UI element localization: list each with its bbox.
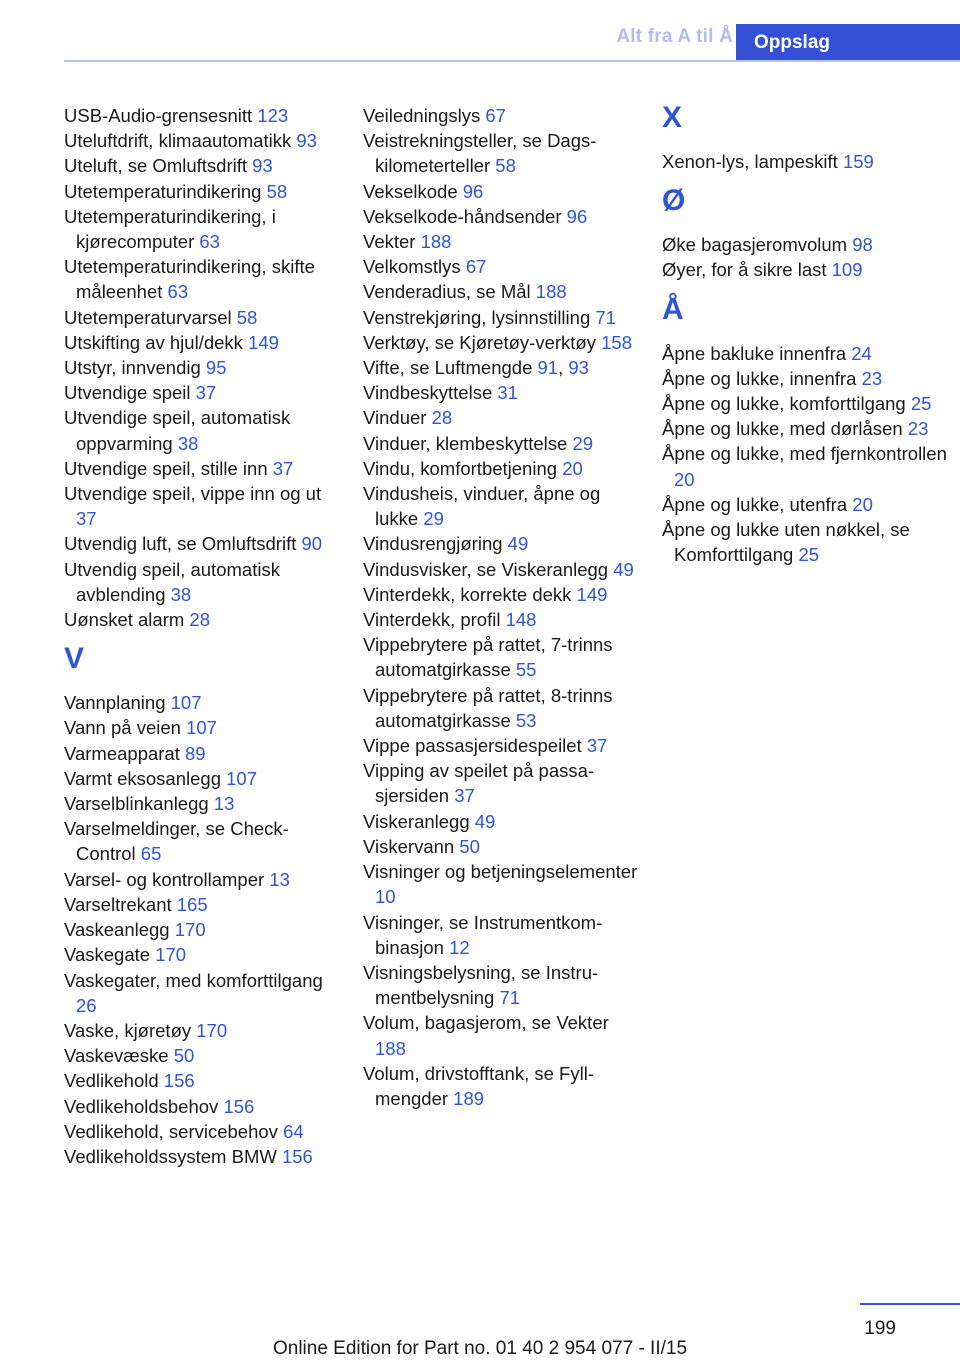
index-letter-heading: V — [64, 642, 85, 676]
index-term: Åpne og lukke uten nøkkel, se Komforttilgang — [662, 519, 910, 566]
index-entry — [363, 229, 643, 254]
index-term: Vinterdekk, korrekte dekk — [363, 583, 572, 605]
index-term: Visninger og betjeningselementer — [363, 861, 638, 883]
index-term: Vaskegater, med komforttilgang — [64, 969, 323, 991]
page-reference-link[interactable]: 107 — [186, 717, 217, 739]
index-entry — [363, 859, 643, 909]
page-reference-link[interactable]: 156 — [223, 1095, 255, 1117]
index-term: Venderadius, se Mål — [363, 281, 531, 303]
index-term: Øyer, for å sikre last — [662, 259, 827, 281]
page-reference-link[interactable]: 96 — [462, 180, 484, 202]
index-entry — [64, 942, 339, 967]
page-reference-link[interactable]: 49 — [474, 810, 496, 832]
index-term: Vedlikehold, servicebehov — [64, 1120, 278, 1142]
index-entry — [363, 632, 643, 682]
index-term: Visninger, se Instrumentkombinasjon — [363, 911, 603, 958]
index-entry — [64, 1018, 339, 1043]
page-reference-link[interactable]: 20 — [674, 468, 695, 490]
index-term: Vinterdekk, profil — [363, 609, 501, 631]
index-entry — [363, 834, 643, 859]
index-entry — [363, 910, 643, 960]
index-term: Utetemperaturvarsel — [64, 306, 232, 328]
index-term: Varmeapparat — [64, 742, 180, 764]
page-reference-link[interactable]: 159 — [842, 151, 874, 172]
index-letter-heading: X — [662, 101, 683, 134]
index-entry — [363, 456, 643, 481]
index-term: Vippe passasjersidespeilet — [363, 735, 582, 757]
index-term: Varseltrekant — [64, 893, 172, 915]
index-entry — [64, 892, 339, 917]
index-entry — [363, 683, 643, 733]
page-reference-link[interactable]: 71 — [499, 987, 521, 1009]
page-reference-link[interactable]: 50 — [459, 835, 480, 857]
index-term: Viskervann — [363, 835, 455, 857]
index-term: Veiledningslys — [363, 105, 481, 126]
page-reference-link[interactable]: 24 — [851, 342, 872, 364]
edition-note: Online Edition for Part no. 01 40 2 954 077 - II/15 — [272, 1338, 688, 1359]
index-term: Utskifting av hjul/dekk — [64, 331, 243, 353]
index-entry — [64, 607, 339, 632]
index-entry — [64, 867, 339, 892]
index-term: Vindusvisker, se Viskeranlegg — [363, 558, 609, 580]
index-entry — [64, 128, 339, 153]
page-reference-link[interactable]: 170 — [174, 919, 206, 941]
index-term: Xenon-lys, lampeskift — [662, 151, 838, 172]
header-divider — [64, 60, 960, 62]
index-entry — [64, 741, 339, 766]
index-entry: Vifte, se Luftmengde 91, 93 — [363, 357, 589, 379]
index-entry — [64, 254, 339, 304]
index-term: Veistrekningsteller, se Dagskilometerteller — [363, 130, 597, 177]
index-entry — [662, 441, 952, 491]
index-entry — [363, 733, 643, 758]
index-term: Åpne og lukke, innenfra — [662, 367, 857, 389]
index-term: Vedlikeholdsbehov — [64, 1095, 219, 1117]
page-reference-link[interactable]: 55 — [515, 659, 537, 681]
index-entry — [363, 279, 643, 304]
page-reference-link[interactable]: 93 — [252, 155, 273, 177]
index-entry — [64, 481, 339, 531]
page-reference-link[interactable]: 170 — [155, 944, 187, 966]
index-entry — [64, 103, 339, 128]
index-term: Åpne og lukke, med fjernkontrollen — [662, 443, 947, 465]
index-entry — [363, 531, 643, 556]
index-term: Uønsket alarm — [64, 609, 185, 631]
index-entry — [363, 431, 643, 456]
index-term: Velkomstlys — [363, 256, 461, 278]
page-reference-link[interactable]: 29 — [423, 508, 444, 530]
page-reference-link[interactable]: 90 — [301, 533, 323, 555]
page-reference-link[interactable]: 31 — [497, 382, 518, 404]
index-term: Vindusheis, vinduer, åpne og lukke — [363, 483, 601, 530]
index-entry — [64, 1068, 339, 1093]
index-term: Utvendige speil, stille inn — [64, 457, 268, 479]
index-entry — [64, 179, 339, 204]
page-reference-link[interactable]: 28 — [189, 609, 210, 631]
page-reference-link[interactable]: 20 — [562, 457, 583, 479]
page-reference-link[interactable]: 170 — [196, 1019, 228, 1041]
index-term: Utvendig speil, automatisk avblending — [64, 558, 280, 605]
index-column-3 — [662, 103, 952, 567]
index-entry — [662, 391, 952, 416]
page-reference-link[interactable]: 148 — [505, 609, 537, 631]
page-reference-link[interactable]: 91 — [537, 357, 559, 379]
page-reference-link[interactable]: 96 — [566, 205, 588, 227]
index-entry — [662, 517, 952, 567]
page-reference-link[interactable]: 188 — [535, 281, 567, 303]
page-reference-link[interactable]: 13 — [269, 868, 290, 890]
page-reference-link[interactable]: 189 — [453, 1087, 485, 1109]
index-entry — [662, 492, 952, 517]
index-term: Øke bagasjeromvolum — [662, 234, 848, 256]
page-reference-link[interactable]: 63 — [199, 231, 220, 253]
page-reference-link[interactable]: 23 — [907, 418, 929, 440]
index-term: Vann på veien — [64, 717, 181, 739]
page-reference-link[interactable]: 71 — [595, 306, 616, 328]
index-column-1 — [64, 103, 339, 1169]
index-term: Vaskegate — [64, 944, 151, 966]
page-reference-link[interactable]: 165 — [176, 893, 208, 915]
index-entry — [64, 917, 339, 942]
index-term: Vekselkode-håndsender — [363, 205, 562, 227]
index-term: Utvendige speil, automatisk oppvarming — [64, 407, 291, 454]
index-term: Venstrekjøring, lysinnstilling — [363, 306, 591, 328]
index-term: Volum, bagasjerom, se Vekter — [363, 1012, 609, 1034]
index-term: Vedlikehold — [64, 1070, 159, 1092]
index-entry — [64, 1144, 339, 1169]
index-entry — [662, 257, 952, 282]
index-term: Utvendig luft, se Omluftsdrift — [64, 533, 297, 555]
index-entry — [64, 1094, 339, 1119]
page-reference-link[interactable]: 65 — [140, 843, 162, 865]
index-entry — [363, 481, 643, 531]
index-term: Åpne bakluke innenfra — [662, 342, 847, 364]
index-entry — [64, 715, 339, 740]
page-reference-link[interactable]: 156 — [163, 1070, 195, 1092]
index-entry — [363, 380, 643, 405]
page-reference-link[interactable]: 38 — [177, 432, 199, 454]
page-reference-link[interactable]: 89 — [185, 742, 206, 764]
page-reference-link[interactable]: 25 — [910, 393, 932, 415]
index-term: Vaske, kjøretøy — [64, 1019, 192, 1041]
page-reference-link[interactable]: 28 — [431, 407, 453, 429]
page-reference-link[interactable]: 123 — [257, 105, 289, 126]
page-reference-link[interactable]: 188 — [375, 1037, 406, 1059]
index-term: Vaskeanlegg — [64, 919, 170, 941]
index-entry — [363, 405, 643, 430]
index-term: Utvendige speil — [64, 382, 191, 404]
index-term: Utvendige speil, vippe inn og ut — [64, 483, 322, 505]
index-term: Åpne og lukke, med dørlåsen — [662, 418, 903, 440]
page-reference-link[interactable]: 29 — [572, 432, 594, 454]
index-column-2 — [363, 103, 643, 1111]
page-reference-link[interactable]: 95 — [205, 357, 227, 379]
index-entry — [662, 366, 952, 391]
page-reference-link[interactable]: 67 — [485, 105, 506, 126]
index-term: Vindbeskyttelse — [363, 382, 493, 404]
page-reference-link[interactable]: 156 — [281, 1145, 313, 1167]
index-term: Uteluft, se Omluftsdrift — [64, 155, 247, 177]
index-entry — [64, 766, 339, 791]
index-entry — [64, 204, 339, 254]
index-entry — [363, 330, 643, 355]
index-entry — [363, 1010, 643, 1060]
index-entry — [64, 531, 339, 556]
index-entry — [64, 1043, 339, 1068]
index-term: Volum, drivstofftank, se Fyllmengder — [363, 1062, 594, 1109]
index-letter-heading: Å — [662, 292, 684, 326]
index-entry — [662, 149, 952, 174]
index-entry — [363, 204, 643, 229]
index-entry — [662, 341, 952, 366]
index-term: Vinduer, klembeskyttelse — [363, 432, 568, 454]
page-reference-link[interactable]: 149 — [248, 331, 279, 353]
index-entry — [363, 1061, 643, 1111]
index-entry — [363, 557, 643, 582]
index-term: Vinduer — [363, 407, 427, 429]
index-term: Varselmeldinger, se Check-Control — [64, 818, 289, 865]
index-entry — [64, 330, 339, 355]
index-entry — [64, 305, 339, 330]
page-reference-link[interactable]: 107 — [170, 692, 202, 714]
index-term: Vekselkode — [363, 180, 458, 202]
page-reference-link[interactable]: 49 — [613, 558, 634, 580]
section-title: Alt fra A til Å — [616, 26, 733, 47]
page-reference-link[interactable]: 93 — [568, 357, 589, 379]
page-reference-link[interactable]: 37 — [195, 382, 217, 404]
index-term: Utetemperaturindikering, i kjørecomputer — [64, 205, 276, 253]
page-reference-link[interactable]: 10 — [375, 886, 396, 908]
index-term: Verktøy, se Kjøretøy-verktøy — [363, 331, 596, 353]
index-entry — [363, 582, 643, 607]
page-reference-link[interactable]: 67 — [465, 256, 487, 278]
page-number: 199 — [864, 1318, 896, 1339]
index-entry — [363, 607, 643, 632]
index-entry — [363, 128, 643, 178]
index-term: Vifte, se Luftmengde — [363, 357, 533, 379]
index-term: Utetemperaturindikering — [64, 180, 262, 202]
index-term: Vippebrytere på rattet, 8-trinns automatgirkasse — [363, 684, 613, 731]
page-reference-link[interactable]: 50 — [173, 1045, 195, 1067]
page-reference-link[interactable]: 109 — [831, 259, 863, 281]
page-reference-link[interactable]: 37 — [76, 508, 97, 530]
index-term: Varselblinkanlegg — [64, 793, 209, 815]
page-reference-link[interactable]: 98 — [852, 234, 873, 256]
index-entry — [363, 179, 643, 204]
page-reference-link[interactable]: 37 — [586, 735, 608, 757]
page-reference-link[interactable]: 25 — [798, 544, 820, 566]
page-reference-link[interactable]: 64 — [283, 1120, 304, 1142]
page-reference-link[interactable]: 107 — [226, 767, 258, 789]
page-reference-link[interactable]: 149 — [576, 583, 608, 605]
index-term: USB-Audio-grensesnitt — [64, 105, 253, 126]
index-term: Vaskevæske — [64, 1045, 169, 1067]
page-reference-link[interactable]: 20 — [852, 493, 873, 515]
index-entry — [64, 456, 339, 481]
index-entry — [64, 816, 339, 866]
page-reference-link[interactable]: 53 — [515, 709, 537, 731]
index-term: Vippebrytere på rattet, 7-trinns automatgirkasse — [363, 634, 613, 681]
index-entry — [64, 690, 339, 715]
page-reference-link[interactable]: 158 — [601, 331, 632, 353]
index-term: Varsel- og kontrollamper — [64, 868, 265, 890]
index-entry — [64, 557, 339, 607]
index-entry — [363, 960, 643, 1010]
index-entry — [64, 405, 339, 455]
index-term: Åpne og lukke, komforttilgang — [662, 393, 906, 415]
index-term: Vindu, komfortbetjening — [363, 457, 558, 479]
index-term: Vekter — [363, 231, 416, 253]
page-reference-link[interactable]: 49 — [507, 533, 529, 555]
index-term: Utetemperaturindikering, skifte måleenhet — [64, 256, 315, 303]
page-reference-link[interactable]: 12 — [449, 936, 470, 958]
page-reference-link[interactable]: 37 — [272, 457, 294, 479]
page-reference-link[interactable]: 38 — [170, 583, 192, 605]
index-entry — [363, 758, 643, 808]
section-tab: Oppslag — [736, 24, 960, 62]
index-entry — [64, 968, 339, 1018]
index-entry — [64, 1119, 339, 1144]
page-reference-link[interactable]: 13 — [213, 793, 235, 815]
page-reference-link[interactable]: 63 — [167, 281, 189, 303]
index-letter-heading: Ø — [662, 184, 686, 218]
index-entry — [64, 355, 339, 380]
page-reference-link[interactable]: 58 — [495, 155, 516, 177]
index-entry — [363, 254, 643, 279]
index-term: Uteluftdrift, klimaautomatikk — [64, 130, 292, 152]
index-entry — [363, 103, 643, 128]
index-term: Viskeranlegg — [363, 810, 470, 832]
page-reference-link[interactable]: 58 — [266, 180, 288, 202]
footer-divider — [860, 1303, 960, 1305]
index-entry — [64, 791, 339, 816]
page-reference-link[interactable]: 26 — [76, 994, 97, 1016]
index-entry — [363, 305, 643, 330]
index-term: Vedlikeholdssystem BMW — [64, 1145, 277, 1167]
page-reference-link[interactable]: 37 — [454, 785, 475, 807]
index-term: Vindusrengjøring — [363, 533, 503, 555]
index-term: Varmt eksosanlegg — [64, 767, 221, 789]
page-header — [0, 0, 960, 62]
index-entry — [64, 153, 339, 178]
index-entry — [64, 380, 339, 405]
index-term: Vannplaning — [64, 692, 166, 714]
index-entry — [662, 232, 952, 257]
page-reference-link[interactable]: 188 — [420, 231, 452, 253]
index-entry — [662, 416, 952, 441]
page-reference-link[interactable]: 23 — [861, 367, 883, 389]
page-reference-link[interactable]: 58 — [236, 306, 258, 328]
index-term: Visningsbelysning, se Instrumentbelysning — [363, 961, 599, 1009]
page-reference-link[interactable]: 93 — [296, 130, 317, 152]
index-term: Åpne og lukke, utenfra — [662, 493, 848, 515]
index-term: Utstyr, innvendig — [64, 357, 201, 379]
index-term: Vipping av speilet på passasjersiden — [363, 760, 595, 807]
index-entry — [363, 809, 643, 834]
